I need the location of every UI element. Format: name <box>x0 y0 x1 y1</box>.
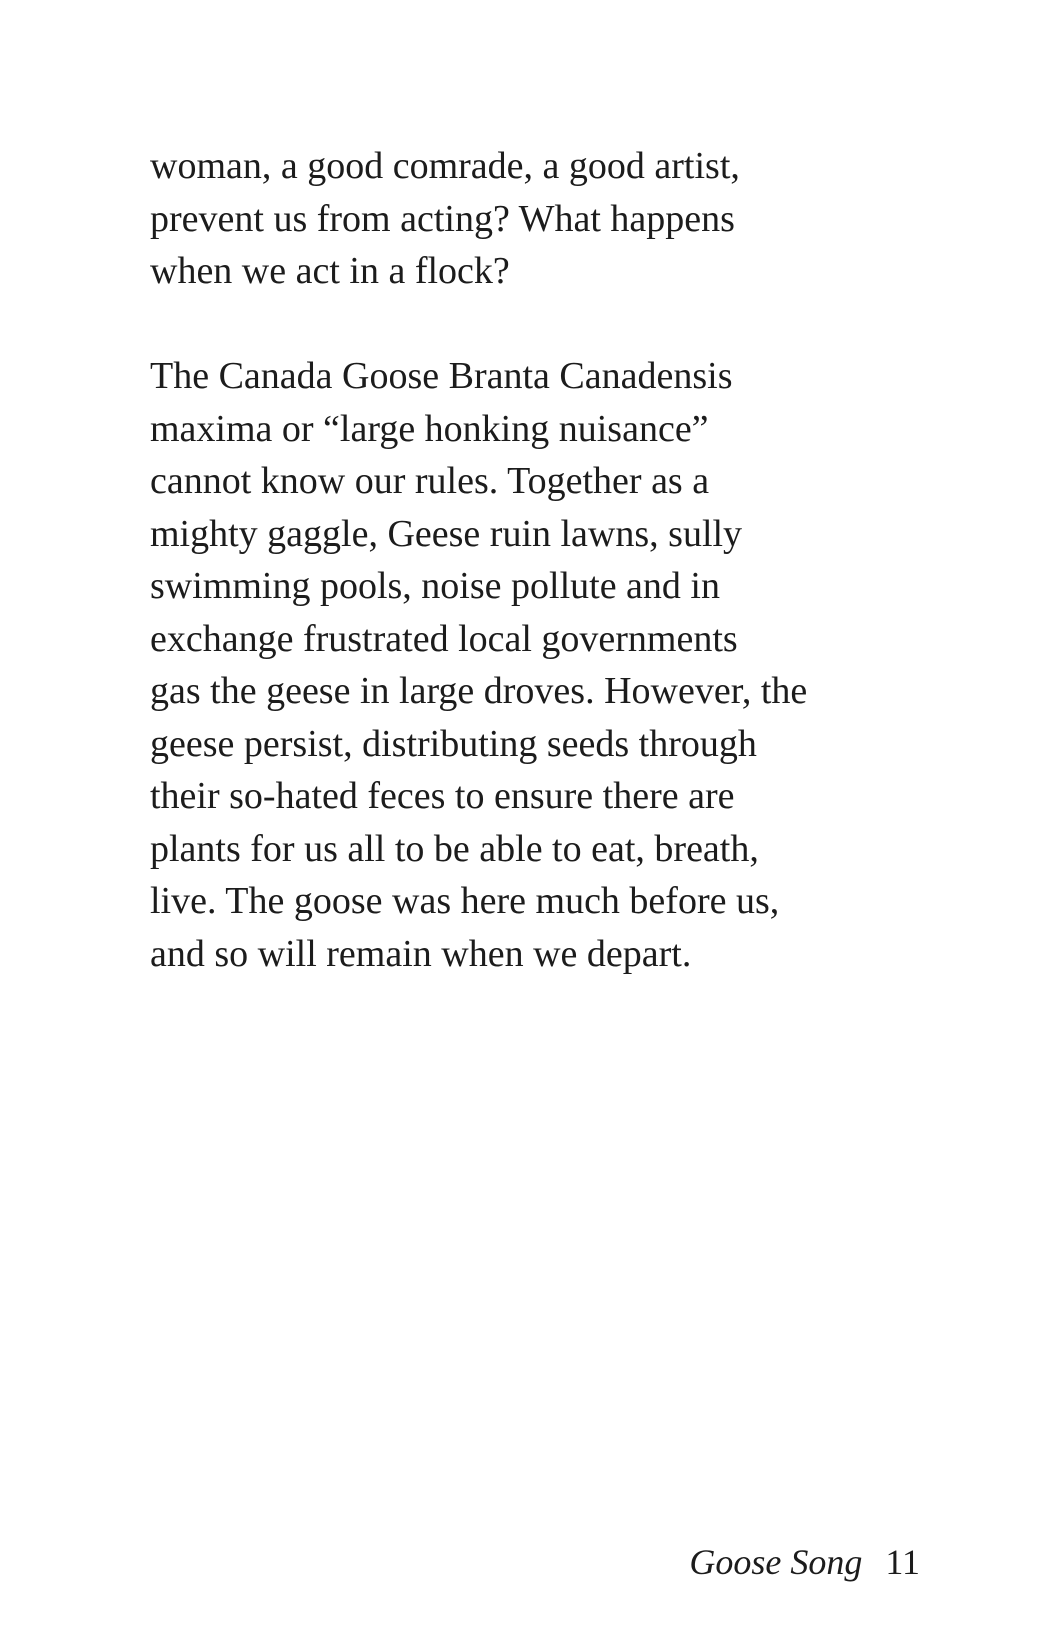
text-line: prevent us from acting? What happens <box>150 197 735 240</box>
paragraph-break <box>150 298 910 351</box>
body-text <box>150 140 910 980</box>
text-line: woman, a good comrade, a good artist, <box>150 145 740 187</box>
text-line: cannot know our rules. Together as a <box>150 460 710 502</box>
running-title: Goose Song <box>689 1542 863 1582</box>
text-line: and so will remain when we depart. <box>150 932 692 975</box>
text-line: live. The goose was here much before us, <box>150 880 780 922</box>
paragraph-1 <box>150 140 910 298</box>
text-line: swimming pools, noise pollute and in <box>150 565 720 607</box>
page-number: 11 <box>885 1542 920 1582</box>
text-line: mighty gaggle, Geese ruin lawns, sully <box>150 512 743 555</box>
page-footer <box>689 1540 920 1584</box>
text-line: geese persist, distributing seeds through <box>150 722 757 765</box>
text-line: plants for us all to be able to eat, breath, <box>150 827 759 870</box>
text-line: exchange frustrated local governments <box>150 617 738 660</box>
text-line: when we act in a flock? <box>150 250 510 292</box>
text-line: their so-hated feces to ensure there are <box>150 775 735 817</box>
text-line: maxima or “large honking nuisance” <box>150 407 709 450</box>
text-line: The Canada Goose Branta Canadensis <box>150 355 733 397</box>
text-line: gas the geese in large droves. However, the <box>150 670 808 712</box>
paragraph-2 <box>150 350 910 980</box>
